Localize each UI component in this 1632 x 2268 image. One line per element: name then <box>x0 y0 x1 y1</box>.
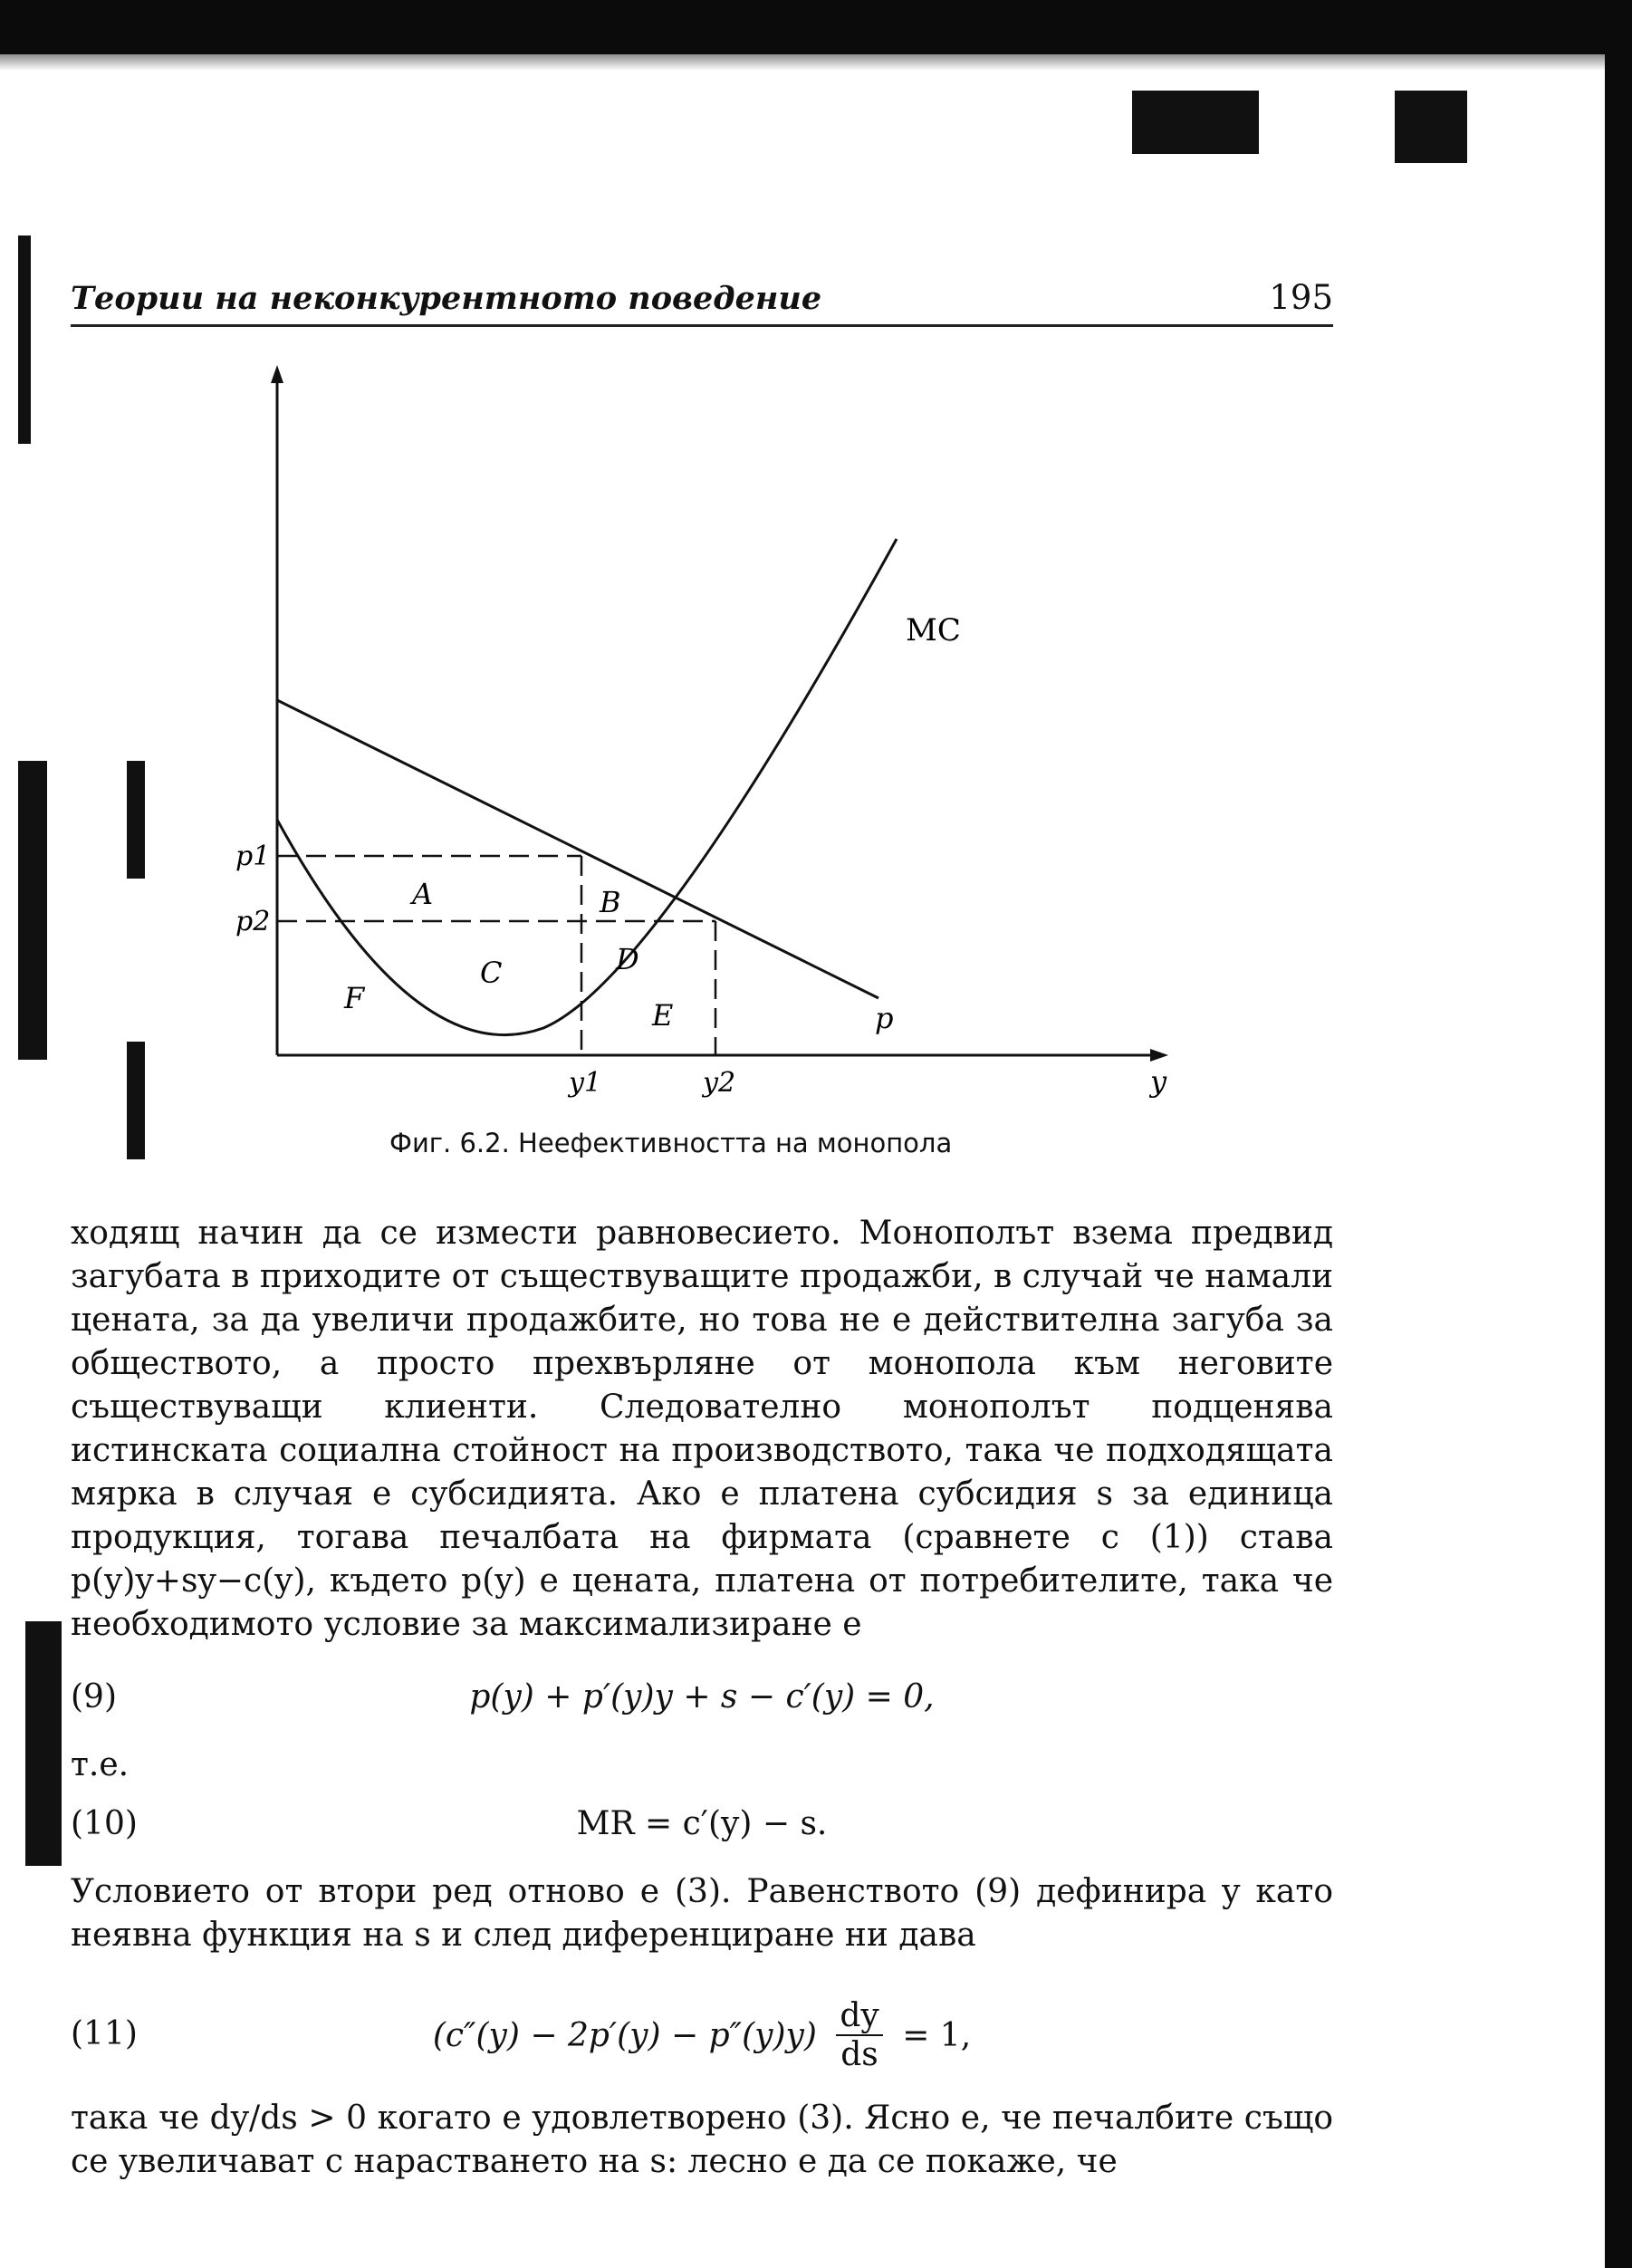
scan-mark <box>1132 91 1259 154</box>
equation-11-right: = 1, <box>902 2016 972 2054</box>
area-label-d: D <box>616 942 639 976</box>
area-label-b: B <box>600 885 621 919</box>
scan-mark <box>25 1621 62 1866</box>
ie-label: т.е. <box>71 1746 130 1783</box>
paragraph-1-text: ходящ начин да се измести равновесието. Монополът взема предвид загубата в приходите от съществуващите продажби, в случай че намали цената, за да увеличи продажбите, но това не е действителна загуба за обществото, а просто прехвърляне от монопола към неговите съществуващи клиенти. Следователно монополът подценява истинската социална стойност на производството, така че подходящата мярка в случая е субсидията. Ако е платена субсидия s за единица продукция, тогава печалбата на фирмата (сравнете с (1)) става p(y)y+sy−c(y), където p(y) е цената, платена от потребителите, така че необходимото условие за максимализиране е <box>71 1215 1333 1643</box>
y1-label: y1 <box>569 1067 602 1099</box>
scan-border-right <box>1605 0 1632 2268</box>
monopoly-inefficiency-diagram <box>226 358 1205 1110</box>
area-label-f: F <box>344 981 365 1015</box>
scan-mark <box>18 235 31 444</box>
equation-11 <box>71 1997 1333 2079</box>
scan-mark <box>127 1042 145 1159</box>
equation-11-fraction <box>836 1997 882 2073</box>
equation-9-body: p(y) + p′(y)y + s − c′(y) = 0, <box>469 1678 935 1715</box>
p1-label: p1 <box>235 841 271 872</box>
equation-9 <box>71 1678 1333 1733</box>
paragraph-2-text: Условието от втори ред отново е (3). Равенството (9) дефинира y като неявна функция на s и след диференциране ни дава <box>71 1873 1333 1954</box>
x-axis-arrow-icon <box>1150 1049 1168 1062</box>
equation-11-left: (c″(y) − 2p′(y) − p″(y)y) <box>432 2016 817 2054</box>
equation-10-number: (10) <box>71 1805 138 1842</box>
paragraph-2 <box>71 1870 1333 1957</box>
scan-border-top <box>0 0 1632 54</box>
paragraph-3 <box>71 2097 1333 2184</box>
y-axis-arrow-icon <box>271 365 283 383</box>
page-header <box>71 272 1333 327</box>
equation-9-number: (9) <box>71 1678 117 1715</box>
running-title: Теории на неконкурентното поведение <box>71 280 822 317</box>
equation-11-body <box>71 1997 1333 2073</box>
scan-shadow-top <box>0 54 1612 71</box>
area-label-a: A <box>412 877 434 911</box>
equation-10-body: MR = c′(y) − s. <box>576 1805 828 1842</box>
equation-11-denominator: ds <box>840 2036 878 2073</box>
p2-label: p2 <box>235 906 271 937</box>
area-label-e: E <box>652 998 674 1033</box>
y-axis-title: y <box>1150 1064 1167 1099</box>
scan-mark <box>127 761 145 879</box>
mc-label: MC <box>906 612 961 649</box>
scan-mark <box>1395 91 1467 163</box>
page-number: 195 <box>1269 278 1333 317</box>
y2-label: y2 <box>703 1067 736 1099</box>
paragraph-3-text: така че dy/ds > 0 когато е удовлетворено (3). Ясно е, че печалбите също се увеличават с нарастването на s: лесно е да се покаже, че <box>71 2100 1333 2180</box>
figure-caption: Фиг. 6.2. Неефективността на монопола <box>389 1128 953 1158</box>
equation-10 <box>71 1805 1333 1860</box>
area-label-c: C <box>480 956 503 990</box>
scan-mark <box>18 761 47 1060</box>
equation-11-number: (11) <box>71 2015 138 2052</box>
paragraph-1 <box>71 1212 1333 1647</box>
demand-label: p <box>875 1001 894 1035</box>
equation-11-numerator: dy <box>836 1997 882 2036</box>
